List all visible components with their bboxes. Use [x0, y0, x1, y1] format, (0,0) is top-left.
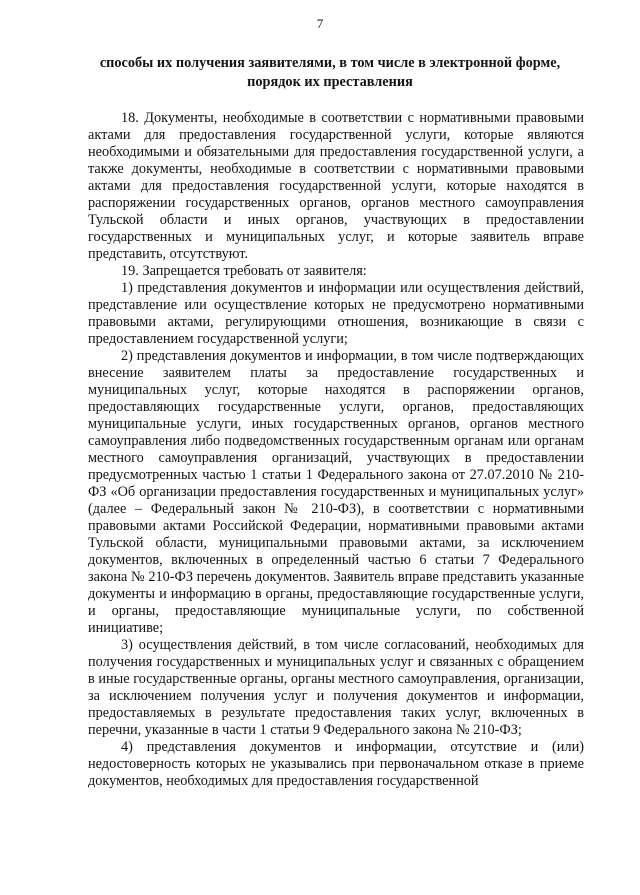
paragraph-18: 18. Документы, необходимые в соответствии с нормативными правовыми актами для предоставления государственной услуги, которые являются необходимыми и обязательными для предоставления государственной услуги, а также документы, необходимые в соответствии с нормативными правовыми актами для предоставления государственной услуги, которые находятся в распоряжении государственных органов, органов местного самоуправления Тульской области и иных органов, участвующих в предоставлении государственных и муниципальных услуг, и которые заявитель вправе представить, отсутствуют.: [88, 110, 584, 262]
page-number: 7: [316, 16, 324, 31]
section-heading: [80, 54, 580, 92]
list-item-4: 4) представления документов и информации, отсутствие и (или) недостоверность которых не указывались при первоначальном отказе в приеме документов, необходимых для предоставления государственной: [88, 739, 584, 789]
list-item-1: 1) представления документов и информации или осуществления действий, представление или осуществление которых не предусмотрено нормативными правовыми актами, регулирующими отношения, возникающие в связи с предоставлением государственной услуги;: [88, 280, 584, 347]
section-heading-line-1: способы их получения заявителями, в том числе в электронной форме,: [99, 55, 561, 71]
list-item-3: 3) осуществления действий, в том числе согласований, необходимых для получения государственных и муниципальных услуг и связанных с обращением в иные государственные органы, органы местного самоуправления, организации, за исключением получения услуг и получения документов и информации, предоставляемых в результате предоставления таких услуг, включенных в перечни, указанные в части 1 статьи 9 Федерального закона № 210-ФЗ;: [88, 637, 584, 738]
list-item-2: 2) представления документов и информации, в том числе подтверждающих внесение заявителем платы за предоставление государственных и муниципальных услуг, которые находятся в распоряжении органов, предоставляющих государственные услуги, органов, предоставляющих муниципальные услуги, иных государственных органов, органов местного самоуправления либо подведомственных государственным органам или органам местного самоуправления организаций, участвующих в предоставлении предусмотренных частью 1 статьи 1 Федерального закона от 27.07.2010 № 210-ФЗ «Об организации предоставления государственных и муниципальных услуг» (далее – Федеральный закон № 210-ФЗ), в соответствии с нормативными правовыми актами Российской Федерации, нормативными правовыми актами Тульской области, муниципальными правовыми актами, за исключением документов, включенных в определенный частью 6 статьи 7 Федерального закона № 210-ФЗ перечень документов. Заявитель вправе представить указанные документы и информацию в органы, предоставляющие государственные услуги, и органы, предоставляющие муниципальные услуги, по собственной инициативе;: [88, 348, 584, 636]
paragraph-19: 19. Запрещается требовать от заявителя:: [121, 263, 367, 279]
document-body: [88, 110, 584, 790]
section-heading-line-2: порядок их преставления: [247, 74, 413, 90]
